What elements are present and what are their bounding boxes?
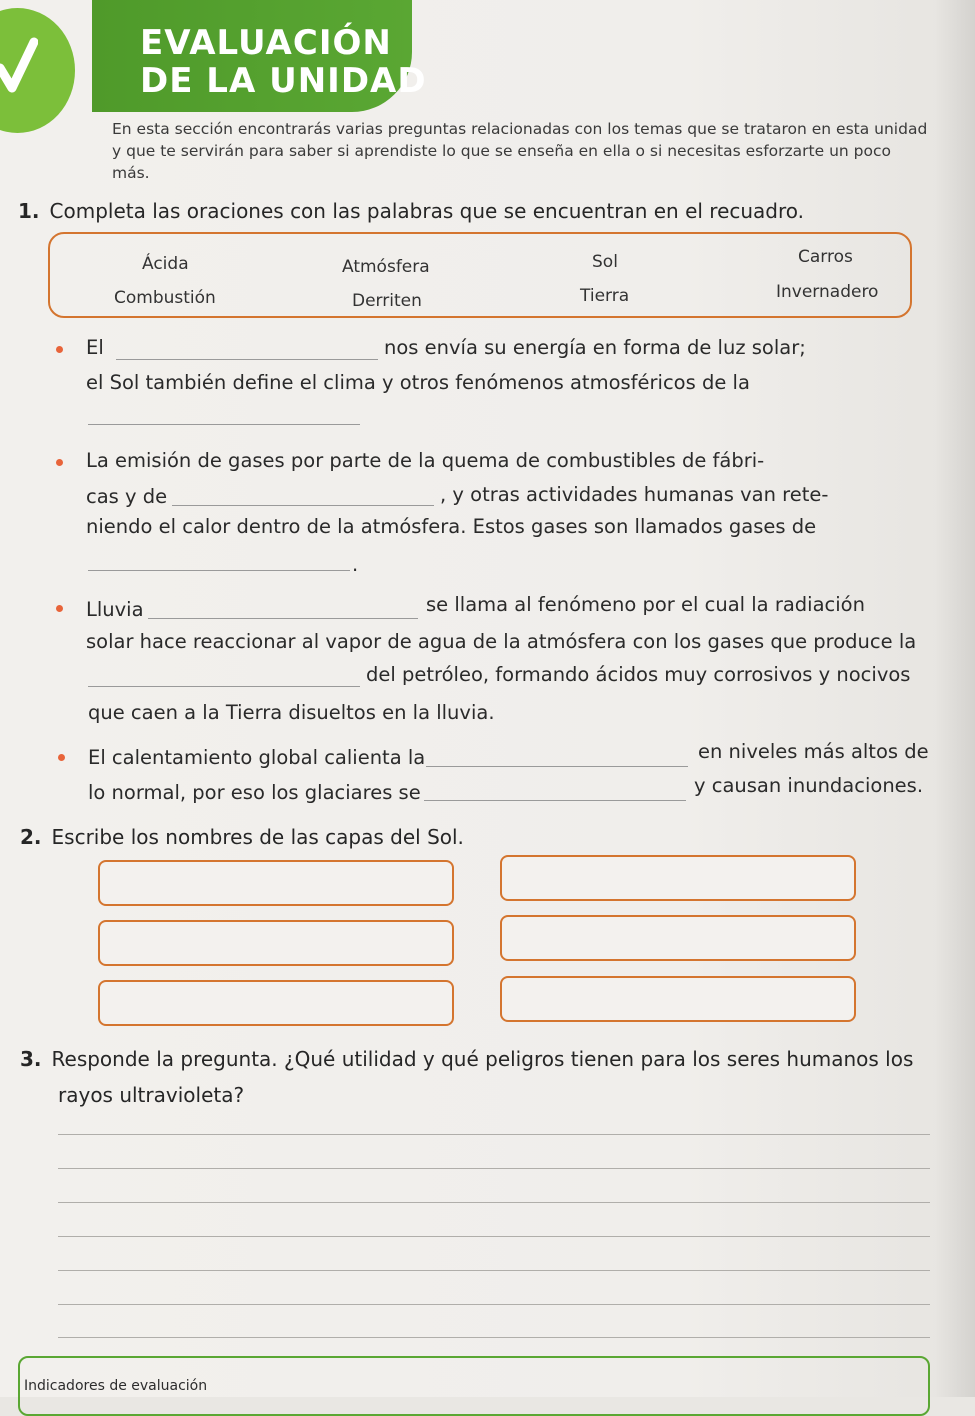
question-3-text-line-1: Responde la pregunta. ¿Qué utilidad y qué peligros tienen para los seres humanos los	[51, 1047, 914, 1071]
blank-2[interactable]	[88, 424, 360, 425]
word-derriten: Derriten	[352, 291, 422, 311]
header-check-circle	[0, 8, 75, 133]
s2-b: cas y de	[86, 485, 168, 508]
answer-line-6[interactable]	[58, 1304, 930, 1305]
page-title	[140, 24, 427, 100]
sun-layer-box-4[interactable]	[500, 915, 856, 961]
question-3	[20, 1046, 913, 1072]
s2-d: niendo el calor dentro de la atmósfera. Estos gases son llamados gases de	[86, 515, 817, 538]
word-atmosfera: Atmósfera	[342, 257, 430, 277]
question-3-number: 3.	[20, 1047, 42, 1071]
blank-6[interactable]	[88, 686, 360, 687]
title-line-1: EVALUACIÓN	[140, 23, 392, 63]
s4-a: El calentamiento global calienta la	[88, 746, 426, 769]
word-acida: Ácida	[142, 254, 189, 274]
answer-line-4[interactable]	[58, 1236, 930, 1237]
s2-c: , y otras actividades humanas van rete-	[440, 483, 829, 506]
question-1-number: 1.	[18, 199, 40, 223]
question-2	[20, 824, 464, 850]
s1-a: El	[86, 336, 104, 359]
s3-c: solar hace reaccionar al vapor de agua de la atmósfera con los gases que produce la	[86, 630, 917, 653]
word-tierra: Tierra	[580, 286, 630, 306]
indicadores-label: Indicadores de evaluación	[24, 1378, 208, 1394]
sun-layer-box-5[interactable]	[98, 980, 454, 1026]
s4-b: en niveles más altos de	[698, 740, 929, 763]
s3-b: se llama al fenómeno por el cual la radiación	[426, 593, 865, 616]
word-carros: Carros	[798, 247, 853, 267]
s1-b: nos envía su energía en forma de luz solar;	[384, 336, 806, 359]
question-1-text: Completa las oraciones con las palabras que se encuentran en el recuadro.	[49, 199, 805, 223]
s3-d: del petróleo, formando ácidos muy corrosivos y nocivos	[366, 663, 911, 686]
blank-3[interactable]	[172, 505, 434, 506]
bullet-2	[56, 459, 63, 466]
question-1	[18, 198, 804, 224]
sun-layer-box-3[interactable]	[98, 920, 454, 966]
bullet-4	[58, 754, 65, 761]
s1-c: el Sol también define el clima y otros fenómenos atmosféricos de la	[86, 371, 750, 394]
s4-c: lo normal, por eso los glaciares se	[88, 781, 421, 804]
intro-text: En esta sección encontrarás varias preguntas relacionadas con los temas que se trataron en esta unidad y que te servirán para saber si aprendiste lo que se enseña en ella o si necesitas esforzarte un poco más.	[112, 120, 928, 182]
blank-8[interactable]	[424, 800, 686, 801]
answer-line-3[interactable]	[58, 1202, 930, 1203]
question-2-text: Escribe los nombres de las capas del Sol.	[51, 825, 464, 849]
sun-layer-box-2[interactable]	[500, 855, 856, 901]
sun-layer-box-1[interactable]	[98, 860, 454, 906]
bullet-3	[56, 605, 63, 612]
s2-e: .	[352, 553, 359, 576]
sun-layer-box-6[interactable]	[500, 976, 856, 1022]
page-edge-shadow	[935, 0, 975, 1397]
answer-line-7[interactable]	[58, 1337, 930, 1338]
blank-1[interactable]	[116, 359, 378, 360]
answer-line-2[interactable]	[58, 1168, 930, 1169]
word-invernadero: Invernadero	[776, 282, 879, 302]
blank-5[interactable]	[148, 618, 418, 619]
word-combustion: Combustión	[114, 288, 216, 308]
question-3-text-line-2: rayos ultravioleta?	[58, 1083, 245, 1107]
question-2-number: 2.	[20, 825, 42, 849]
bullet-1	[56, 346, 63, 353]
answer-line-1[interactable]	[58, 1134, 930, 1135]
s3-e: que caen a la Tierra disueltos en la lluvia.	[88, 701, 495, 724]
title-line-2: DE LA UNIDAD	[140, 61, 427, 101]
s4-d: y causan inundaciones.	[694, 774, 924, 797]
blank-7[interactable]	[426, 766, 688, 767]
checkmark-icon	[0, 36, 38, 96]
s3-a: Lluvia	[86, 598, 144, 621]
answer-line-5[interactable]	[58, 1270, 930, 1271]
s2-a: La emisión de gases por parte de la quema de combustibles de fábri-	[86, 449, 765, 472]
word-sol: Sol	[592, 252, 618, 272]
blank-4[interactable]	[88, 570, 350, 571]
